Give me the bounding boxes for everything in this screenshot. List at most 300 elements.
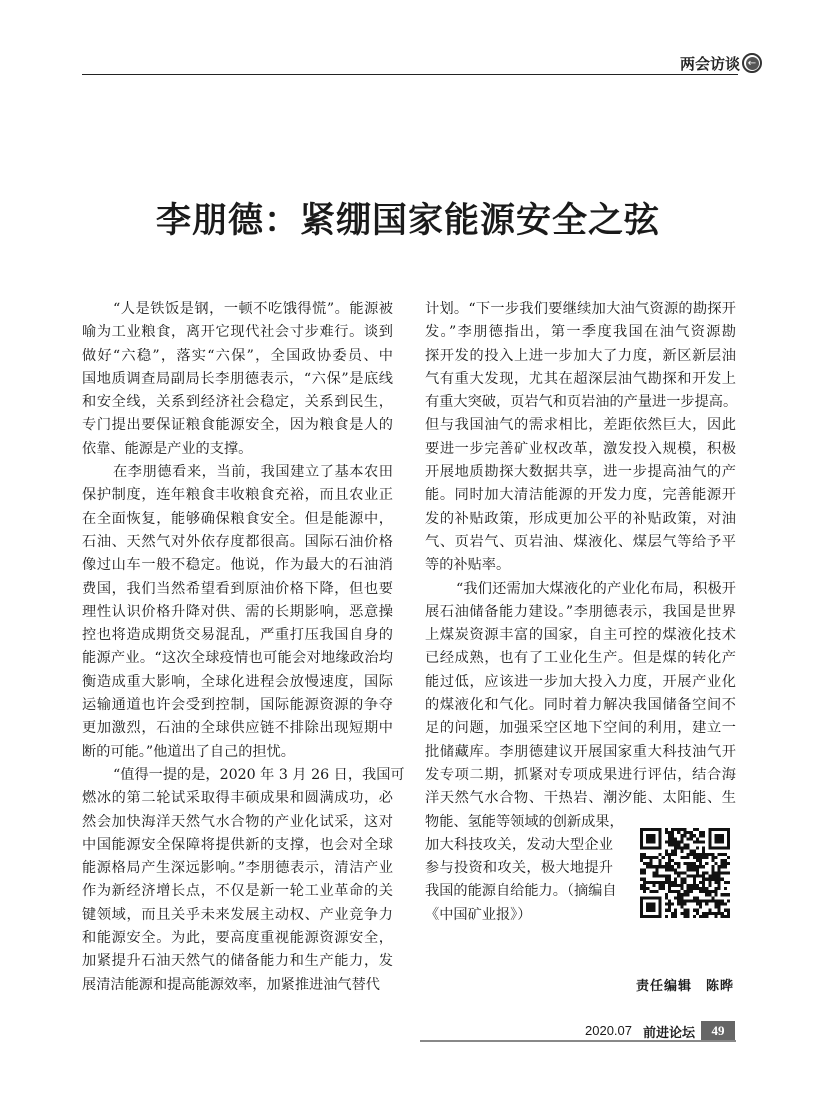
- qr-module: [714, 881, 717, 884]
- qr-module: [696, 856, 699, 859]
- qr-module: [674, 828, 677, 831]
- qr-module: [674, 840, 677, 843]
- qr-module: [696, 868, 699, 871]
- qr-module: [721, 893, 724, 896]
- qr-module: [702, 856, 705, 859]
- qr-module: [640, 884, 643, 887]
- qr-module: [711, 896, 714, 899]
- qr-module: [711, 865, 714, 868]
- text-line: 做好“六稳”，落实“六保”，全国政协委员、中: [82, 347, 393, 364]
- qr-module: [671, 837, 674, 840]
- qr-module: [652, 856, 655, 859]
- qr-module: [721, 915, 724, 918]
- qr-module: [727, 912, 730, 915]
- qr-module: [674, 890, 677, 893]
- qr-module: [668, 837, 671, 840]
- qr-module: [696, 899, 699, 902]
- qr-module: [699, 865, 702, 868]
- qr-module: [646, 834, 655, 843]
- qr-module: [708, 909, 711, 912]
- qr-module: [671, 881, 674, 884]
- qr-module: [671, 828, 674, 831]
- text-line: 和安全线，关系到经济社会稳定，关系到民生，: [82, 394, 393, 411]
- qr-module: [696, 909, 699, 912]
- text-line: 国地质调查局副局长李朋德表示，“六保”是底线: [82, 370, 393, 387]
- qr-module: [714, 893, 717, 896]
- qr-module: [671, 890, 674, 893]
- qr-module: [643, 878, 646, 881]
- qr-module: [721, 865, 724, 868]
- qr-module: [711, 912, 714, 915]
- qr-module: [668, 844, 671, 847]
- qr-module: [677, 847, 680, 850]
- qr-module: [718, 884, 721, 887]
- qr-module: [690, 865, 693, 868]
- text-line: 更加激烈，石油的全球供应链不排除出现短期中: [82, 720, 393, 737]
- qr-module: [662, 865, 665, 868]
- paragraph: [425, 298, 736, 578]
- qr-module: [668, 899, 671, 902]
- qr-module: [702, 899, 705, 902]
- qr-module: [643, 890, 646, 893]
- qr-module: [724, 915, 727, 918]
- qr-module: [683, 890, 686, 893]
- qr-module: [687, 844, 690, 847]
- qr-module: [702, 875, 705, 878]
- qr-module: [649, 890, 652, 893]
- qr-module: [668, 881, 671, 884]
- qr-module: [724, 853, 727, 856]
- section-label: 两会访谈: [679, 55, 740, 73]
- qr-module: [708, 899, 711, 902]
- text-line: “人是铁饭是钢，一顿不吃饿得慌”。能源被: [113, 301, 393, 317]
- qr-module: [680, 881, 683, 884]
- magazine-name: 前进论坛: [643, 1026, 696, 1041]
- qr-module: [721, 862, 724, 865]
- qr-module: [727, 881, 730, 884]
- qr-module: [718, 899, 721, 902]
- qr-module: [674, 844, 677, 847]
- qr-module: [677, 875, 680, 878]
- qr-module: [693, 828, 696, 831]
- qr-module: [683, 844, 686, 847]
- qr-module: [705, 899, 708, 902]
- text-line: 上煤炭资源丰富的国家，自主可控的煤液化技术: [425, 627, 736, 644]
- qr-module: [652, 890, 655, 893]
- qr-module: [665, 915, 668, 918]
- qr-module: [714, 915, 717, 918]
- qr-module: [699, 834, 702, 837]
- qr-module: [680, 834, 683, 837]
- text-line: 专门提出要保证粮食能源安全，因为粮食是人的: [82, 417, 393, 434]
- qr-module: [665, 840, 668, 843]
- text-line: 作为新经济增长点，不仅是新一轮工业革命的关: [82, 883, 393, 900]
- qr-module: [714, 878, 717, 881]
- qr-module: [699, 859, 702, 862]
- qr-module: [705, 893, 708, 896]
- qr-module: [687, 909, 690, 912]
- qr-module: [674, 912, 677, 915]
- qr-module: [668, 856, 671, 859]
- qr-module: [680, 912, 683, 915]
- text-line: 发。”李朋德指出，第一季度我国在油气资源勘: [425, 324, 736, 341]
- qr-module: [668, 831, 671, 834]
- qr-module: [702, 890, 705, 893]
- qr-module: [665, 868, 668, 871]
- qr-module: [699, 831, 702, 834]
- qr-module: [677, 844, 680, 847]
- text-line: 计划。“下一步我们要继续加大油气资源的勘探开: [425, 301, 736, 317]
- qr-module: [646, 862, 649, 865]
- qr-module: [649, 862, 652, 865]
- qr-module: [643, 871, 646, 874]
- qr-module: [668, 890, 671, 893]
- qr-module: [649, 859, 652, 862]
- qr-module: [665, 862, 668, 865]
- qr-module: [659, 859, 662, 862]
- qr-module: [656, 875, 659, 878]
- qr-module: [693, 899, 696, 902]
- qr-module: [680, 893, 683, 896]
- qr-module: [668, 902, 671, 905]
- qr-module: [690, 850, 693, 853]
- qr-module: [711, 878, 714, 881]
- qr-module: [721, 899, 724, 902]
- qr-module: [656, 856, 659, 859]
- editor-name: 陈晔: [705, 979, 734, 994]
- qr-module: [662, 875, 665, 878]
- qr-module: [711, 871, 714, 874]
- text-line: 要进一步完善矿业权改革，激发投入规模，积极: [425, 440, 736, 457]
- text-line: 在李朋德看来，当前，我国建立了基本农田: [113, 464, 393, 481]
- qr-module: [643, 881, 646, 884]
- qr-module: [696, 847, 699, 850]
- qr-module: [696, 853, 699, 856]
- qr-module: [643, 862, 646, 865]
- qr-module: [680, 847, 683, 850]
- qr-module: [702, 878, 705, 881]
- text-line: “我们还需加大煤液化的产业化布局，积极开: [456, 580, 736, 597]
- qr-module: [696, 837, 699, 840]
- qr-module: [680, 878, 683, 881]
- qr-module: [668, 887, 671, 890]
- qr-module: [699, 915, 702, 918]
- qr-module: [652, 871, 655, 874]
- qr-module: [674, 881, 677, 884]
- qr-module: [714, 890, 717, 893]
- qr-module: [708, 890, 711, 893]
- qr-module: [680, 884, 683, 887]
- qr-module: [680, 828, 683, 831]
- qr-module: [721, 902, 724, 905]
- qr-module: [677, 896, 680, 899]
- qr-module: [721, 871, 724, 874]
- qr-module: [714, 912, 717, 915]
- text-line: 断的可能。”他道出了自己的担忧。: [82, 743, 295, 760]
- qr-module: [674, 847, 677, 850]
- qr-module: [687, 865, 690, 868]
- text-line: 足的问题，加强采空区地下空间的利用，建立一: [425, 720, 736, 737]
- qr-module: [699, 902, 702, 905]
- qr-module: [659, 865, 662, 868]
- qr-module: [671, 831, 674, 834]
- qr-module: [724, 902, 727, 905]
- qr-module: [680, 899, 683, 902]
- qr-module: [721, 912, 724, 915]
- qr-module: [687, 868, 690, 871]
- qr-module: [693, 834, 696, 837]
- qr-module: [693, 878, 696, 881]
- qr-module: [671, 844, 674, 847]
- qr-module: [708, 875, 711, 878]
- qr-module: [683, 856, 686, 859]
- qr-module: [674, 862, 677, 865]
- qr-module: [674, 915, 677, 918]
- qr-module: [724, 871, 727, 874]
- qr-module: [687, 831, 690, 834]
- qr-module: [668, 868, 671, 871]
- qr-module: [668, 909, 671, 912]
- qr-module: [640, 859, 643, 862]
- qr-module: [724, 887, 727, 890]
- qr-module: [646, 865, 649, 868]
- qr-module: [640, 856, 643, 859]
- qr-module: [687, 884, 690, 887]
- qr-module: [665, 893, 668, 896]
- qr-module: [702, 881, 705, 884]
- qr-module: [690, 875, 693, 878]
- qr-module: [668, 862, 671, 865]
- qr-module: [714, 834, 723, 843]
- qr-module: [714, 902, 717, 905]
- qr-module: [665, 828, 668, 831]
- qr-module: [665, 881, 668, 884]
- qr-module: [646, 856, 649, 859]
- text-line: 物能、氢能等领域的创新成果，: [425, 813, 624, 830]
- text-line: 洋天然气水合物、干热岩、潮汐能、太阳能、生: [425, 790, 736, 807]
- qr-module: [696, 859, 699, 862]
- text-line: 气、页岩气、页岩油、煤液化、煤层气等给予平: [425, 533, 736, 550]
- qr-module: [693, 868, 696, 871]
- qr-module: [683, 899, 686, 902]
- text-line: 展清洁能源和提高能源效率，加紧推进油气替代: [82, 976, 380, 993]
- qr-module: [724, 862, 727, 865]
- qr-module: [699, 853, 702, 856]
- qr-module: [683, 862, 686, 865]
- qr-module: [718, 871, 721, 874]
- text-line: 展石油储备能力建设。”李朋德表示，我国是世界: [425, 603, 736, 620]
- text-line: 加大科技攻关，发动大型企业: [425, 836, 613, 853]
- qr-module: [708, 853, 711, 856]
- qr-module: [690, 853, 693, 856]
- qr-module: [677, 840, 680, 843]
- qr-module: [724, 881, 727, 884]
- qr-module: [699, 899, 702, 902]
- qr-module: [652, 865, 655, 868]
- qr-module: [687, 893, 690, 896]
- text-line: 发的补贴政策，形成更加公平的补贴政策，对油: [425, 510, 736, 527]
- qr-module: [662, 887, 665, 890]
- qr-module: [680, 840, 683, 843]
- qr-module: [727, 862, 730, 865]
- qr-module: [699, 875, 702, 878]
- qr-module: [665, 878, 668, 881]
- text-line: 已经成熟，也有了工业化生产。但是煤的转化产: [425, 650, 736, 667]
- qr-module: [646, 881, 649, 884]
- qr-module: [721, 853, 724, 856]
- text-line: 运输通道也许会受到控制，国际能源资源的争夺: [82, 697, 393, 714]
- text-line: 开展地质勘探大数据共享，进一步提高油气的产: [425, 464, 736, 481]
- qr-module: [677, 884, 680, 887]
- qr-module: [690, 887, 693, 890]
- qr-module: [708, 912, 711, 915]
- qr-module: [640, 868, 643, 871]
- qr-module: [665, 831, 668, 834]
- qr-module: [711, 859, 714, 862]
- qr-module: [659, 862, 662, 865]
- qr-module: [718, 865, 721, 868]
- qr-module: [718, 902, 721, 905]
- qr-module: [683, 828, 686, 831]
- text-line: 然会加快海洋天然气水合物的产业化试采，这对: [82, 813, 393, 830]
- editor-credit: [600, 975, 734, 994]
- qr-module: [699, 856, 702, 859]
- text-line: 但与我国油气的需求相比，差距依然巨大，因此: [425, 417, 736, 434]
- qr-module: [668, 878, 671, 881]
- qr-module: [718, 912, 721, 915]
- qr-module: [677, 890, 680, 893]
- qr-module: [699, 887, 702, 890]
- qr-module: [699, 890, 702, 893]
- qr-module: [708, 881, 711, 884]
- circle-arrow-left-icon[interactable]: ←: [742, 53, 762, 73]
- qr-module: [683, 909, 686, 912]
- qr-module: [643, 856, 646, 859]
- qr-module: [705, 853, 708, 856]
- qr-module: [693, 862, 696, 865]
- text-line: 燃冰的第二轮试采取得丰硕成果和圆满成功，必: [82, 790, 393, 807]
- text-line: 加紧提升石油天然气的储备能力和生产能力，发: [82, 953, 393, 970]
- qr-module: [668, 853, 671, 856]
- qr-module: [687, 875, 690, 878]
- text-line: 探开发的投入上进一步加大了力度，新区新层油: [425, 347, 736, 364]
- qr-module: [702, 915, 705, 918]
- qr-module: [674, 909, 677, 912]
- qr-module: [674, 850, 677, 853]
- text-line: 发专项二期，抓紧对专项成果进行评估，结合海: [425, 766, 736, 783]
- qr-module: [721, 859, 724, 862]
- text-line: 石油、天然气对外依存度都很高。国际石油价格: [82, 533, 393, 550]
- qr-module: [683, 893, 686, 896]
- qr-module: [687, 847, 690, 850]
- qr-module: [690, 862, 693, 865]
- qr-module: [711, 856, 714, 859]
- qr-module: [690, 837, 693, 840]
- qr-module: [677, 893, 680, 896]
- qr-module: [693, 881, 696, 884]
- qr-module: [724, 893, 727, 896]
- text-line: 控也将造成期货交易混乱，严重打压我国自身的: [82, 627, 393, 644]
- qr-module: [708, 878, 711, 881]
- qr-module: [677, 831, 680, 834]
- qr-module: [640, 878, 643, 881]
- qr-module: [693, 875, 696, 878]
- qr-module: [693, 896, 696, 899]
- qr-module: [687, 862, 690, 865]
- qr-module: [690, 899, 693, 902]
- qr-module: [702, 840, 705, 843]
- qr-module: [680, 896, 683, 899]
- qr-module: [690, 831, 693, 834]
- text-line: 衡造成重大影响，全球化进程会放慢速度，国际: [82, 673, 393, 690]
- qr-module: [671, 859, 674, 862]
- qr-module: [677, 862, 680, 865]
- qr-module: [693, 840, 696, 843]
- qr-module: [705, 862, 708, 865]
- qr-module: [711, 868, 714, 871]
- qr-module: [705, 915, 708, 918]
- qr-module: [674, 878, 677, 881]
- qr-module: [699, 881, 702, 884]
- qr-module: [665, 909, 668, 912]
- qr-module: [696, 887, 699, 890]
- qr-module: [656, 871, 659, 874]
- qr-module: [705, 878, 708, 881]
- qr-module: [671, 868, 674, 871]
- qr-module: [659, 881, 662, 884]
- qr-module: [702, 871, 705, 874]
- qr-module: [702, 831, 705, 834]
- qr-module: [693, 865, 696, 868]
- qr-module: [677, 902, 680, 905]
- left-column: [82, 298, 405, 997]
- qr-module: [643, 887, 646, 890]
- qr-module: [690, 890, 693, 893]
- qr-module: [708, 884, 711, 887]
- text-line: 能。同时加大清洁能源的开发力度，完善能源开: [425, 487, 736, 504]
- qr-module: [674, 853, 677, 856]
- qr-module: [696, 871, 699, 874]
- qr-module: [718, 881, 721, 884]
- qr-module: [662, 856, 665, 859]
- qr-module: [680, 906, 683, 909]
- qr-module: [714, 862, 717, 865]
- qr-module: [693, 850, 696, 853]
- qr-module: [640, 887, 643, 890]
- qr-module: [674, 868, 677, 871]
- qr-module: [696, 865, 699, 868]
- qr-module: [640, 853, 643, 856]
- qr-module: [727, 915, 730, 918]
- qr-module: [680, 871, 683, 874]
- qr-module: [671, 853, 674, 856]
- text-line: 在全面恢复，能够确保粮食安全。但是能源中，: [82, 510, 393, 527]
- qr-module: [718, 906, 721, 909]
- text-line: 批储藏库。李朋德建议开展国家重大科技油气开: [425, 743, 736, 760]
- qr-module: [705, 902, 708, 905]
- qr-module: [724, 909, 727, 912]
- qr-module: [687, 887, 690, 890]
- qr-module: [643, 884, 646, 887]
- qr-module: [702, 912, 705, 915]
- qr-module: [714, 875, 717, 878]
- qr-module: [683, 881, 686, 884]
- qr-module: [693, 884, 696, 887]
- issue-date: 2020.07: [585, 1023, 632, 1038]
- qr-module: [668, 834, 671, 837]
- text-line: 等的补贴率。: [425, 557, 511, 574]
- qr-module: [680, 902, 683, 905]
